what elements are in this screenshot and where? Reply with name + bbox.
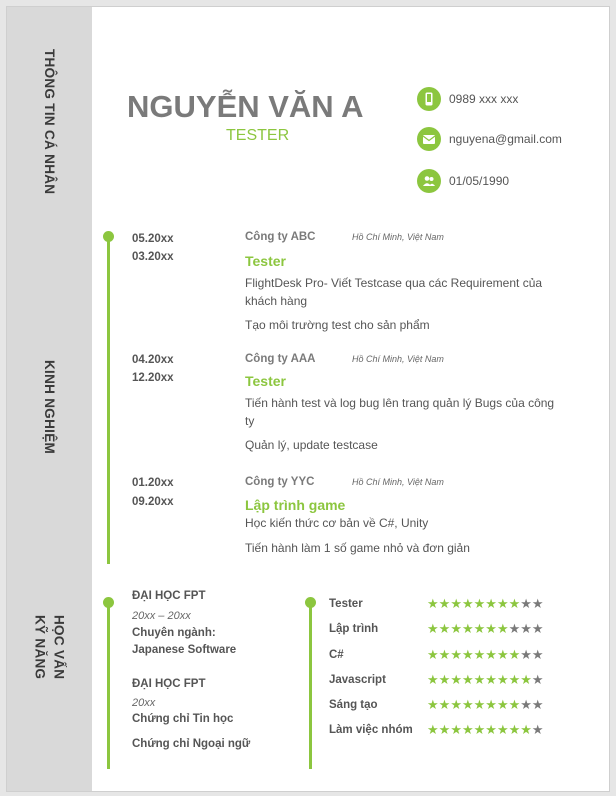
skill-name: Tester: [329, 598, 363, 610]
star-empty-icon: ★: [520, 697, 532, 712]
star-empty-icon: ★: [531, 672, 544, 687]
skill-name: Lập trình: [329, 623, 379, 635]
sidebar: [7, 7, 92, 792]
job1-title: Tester: [245, 253, 286, 269]
star-filled-icon: ★: [461, 722, 474, 737]
resume-page: [6, 6, 610, 792]
star-filled-icon: ★: [473, 621, 486, 636]
edu-cert1: Chứng chỉ Tin học: [132, 713, 234, 725]
star-empty-icon: ★: [531, 596, 544, 611]
contact-phone: [417, 87, 518, 111]
contact-birthday: [417, 169, 509, 193]
skill-rating: [427, 673, 544, 687]
star-filled-icon: ★: [520, 722, 532, 737]
job2-location: Hồ Chí Minh, Việt Nam: [352, 354, 444, 364]
star-filled-icon: ★: [496, 697, 509, 712]
star-filled-icon: ★: [450, 722, 462, 737]
birthday-text: 01/05/1990: [449, 174, 510, 188]
job2-desc1: Tiến hành test và log bug lên trang quản lý Bugs của công ty: [245, 396, 555, 428]
star-empty-icon: ★: [531, 697, 544, 712]
skill-rating: [427, 698, 544, 712]
job1-company: Công ty ABC: [245, 231, 316, 243]
job1-desc2: Tạo môi trường test cho sản phẩm: [245, 318, 430, 332]
star-filled-icon: ★: [485, 672, 497, 687]
star-filled-icon: ★: [485, 596, 497, 611]
star-filled-icon: ★: [427, 697, 439, 712]
star-filled-icon: ★: [427, 621, 439, 636]
full-name: NGUYỄN VĂN A: [127, 89, 364, 124]
edu-period2: 20xx: [132, 697, 156, 709]
star-filled-icon: ★: [473, 697, 486, 712]
skills-timeline-dot: [305, 597, 316, 608]
star-filled-icon: ★: [450, 672, 462, 687]
job-role: TESTER: [226, 127, 290, 144]
star-filled-icon: ★: [508, 672, 521, 687]
skill-rating: [427, 648, 544, 662]
edu-major-label: Chuyên ngành:: [132, 627, 216, 639]
education-timeline-dot: [103, 597, 114, 608]
star-filled-icon: ★: [438, 697, 451, 712]
sidebar-education-skills: [7, 602, 92, 692]
star-empty-icon: ★: [531, 647, 544, 662]
job3-title: Lập trình game: [245, 497, 346, 513]
job1-location: Hồ Chí Minh, Việt Nam: [352, 232, 444, 242]
sidebar-personal-label: THÔNG TIN CÁ NHÂN: [42, 49, 57, 195]
star-filled-icon: ★: [450, 647, 462, 662]
star-filled-icon: ★: [427, 596, 439, 611]
skills-timeline: [309, 604, 312, 769]
skill-name: Sáng tạo: [329, 699, 378, 711]
star-empty-icon: ★: [520, 647, 532, 662]
edu-school2: ĐẠI HỌC FPT: [132, 678, 206, 690]
star-filled-icon: ★: [461, 596, 474, 611]
star-filled-icon: ★: [473, 722, 486, 737]
star-filled-icon: ★: [461, 697, 474, 712]
star-empty-icon: ★: [531, 621, 544, 636]
star-filled-icon: ★: [461, 621, 474, 636]
star-filled-icon: ★: [485, 697, 497, 712]
star-filled-icon: ★: [496, 722, 509, 737]
star-filled-icon: ★: [427, 722, 439, 737]
job2-title: Tester: [245, 373, 286, 389]
star-empty-icon: ★: [520, 596, 532, 611]
sidebar-skills-label: KỸ NĂNG: [32, 614, 48, 680]
job3-desc1: Học kiến thức cơ bản về C#, Unity: [245, 516, 429, 530]
edu-school1: ĐẠI HỌC FPT: [132, 590, 206, 602]
star-filled-icon: ★: [520, 672, 532, 687]
sidebar-experience-label: KINH NGHIỆM: [42, 359, 57, 455]
star-filled-icon: ★: [496, 596, 509, 611]
sidebar-personal: [7, 37, 92, 207]
skill-rating: [427, 597, 544, 611]
job3-location: Hồ Chí Minh, Việt Nam: [352, 477, 444, 487]
job1-date-to: 03.20xx: [132, 251, 174, 263]
skill-rating: [427, 723, 544, 737]
star-empty-icon: ★: [531, 722, 544, 737]
skill-rating: [427, 622, 544, 636]
star-filled-icon: ★: [485, 621, 497, 636]
star-filled-icon: ★: [473, 672, 486, 687]
star-filled-icon: ★: [508, 697, 521, 712]
job1-date-from: 05.20xx: [132, 233, 174, 245]
star-filled-icon: ★: [427, 672, 439, 687]
star-filled-icon: ★: [461, 672, 474, 687]
mail-icon: [417, 127, 441, 151]
job3-desc2: Tiến hành làm 1 số game nhỏ và đơn giản: [245, 541, 470, 555]
sidebar-education-label: HỌC VẤN: [51, 614, 67, 680]
star-filled-icon: ★: [438, 672, 451, 687]
star-filled-icon: ★: [485, 722, 497, 737]
star-filled-icon: ★: [473, 647, 486, 662]
star-filled-icon: ★: [496, 647, 509, 662]
phone-text: 0989 xxx xxx: [449, 92, 519, 106]
skill-name: Javascript: [329, 674, 386, 686]
star-filled-icon: ★: [473, 596, 486, 611]
job2-date-from: 04.20xx: [132, 354, 174, 366]
phone-icon: [417, 87, 441, 111]
job3-date-from: 01.20xx: [132, 477, 174, 489]
experience-timeline: [107, 236, 110, 564]
star-filled-icon: ★: [450, 596, 462, 611]
job1-desc1: FlightDesk Pro- Viết Testcase qua các Requirement của khách hàng: [245, 276, 543, 308]
job2-date-to: 12.20xx: [132, 372, 174, 384]
edu-period1: 20xx – 20xx: [132, 610, 191, 622]
experience-timeline-dot: [103, 231, 114, 242]
star-filled-icon: ★: [438, 596, 451, 611]
job2-desc2: Quản lý, update testcase: [245, 438, 378, 452]
sidebar-experience: [7, 342, 92, 472]
contact-email[interactable]: [417, 127, 562, 151]
email-text: nguyena@gmail.com: [449, 132, 562, 146]
star-filled-icon: ★: [450, 697, 462, 712]
star-filled-icon: ★: [508, 647, 521, 662]
star-filled-icon: ★: [508, 596, 521, 611]
edu-cert2: Chứng chỉ Ngoại ngữ: [132, 738, 251, 750]
star-empty-icon: ★: [520, 621, 532, 636]
star-filled-icon: ★: [496, 672, 509, 687]
job3-date-to: 09.20xx: [132, 496, 174, 508]
star-filled-icon: ★: [450, 621, 462, 636]
skill-name: C#: [329, 649, 344, 661]
star-filled-icon: ★: [438, 621, 451, 636]
star-filled-icon: ★: [438, 722, 451, 737]
star-filled-icon: ★: [427, 647, 439, 662]
job2-company: Công ty AAA: [245, 353, 316, 365]
star-filled-icon: ★: [461, 647, 474, 662]
people-icon: [417, 169, 441, 193]
star-filled-icon: ★: [438, 647, 451, 662]
edu-major: Japanese Software: [132, 644, 237, 656]
star-filled-icon: ★: [508, 722, 521, 737]
star-filled-icon: ★: [496, 621, 509, 636]
star-filled-icon: ★: [485, 647, 497, 662]
star-empty-icon: ★: [508, 621, 521, 636]
job3-company: Công ty YYC: [245, 476, 315, 488]
education-timeline: [107, 604, 110, 769]
skill-name: Làm việc nhóm: [329, 724, 413, 736]
